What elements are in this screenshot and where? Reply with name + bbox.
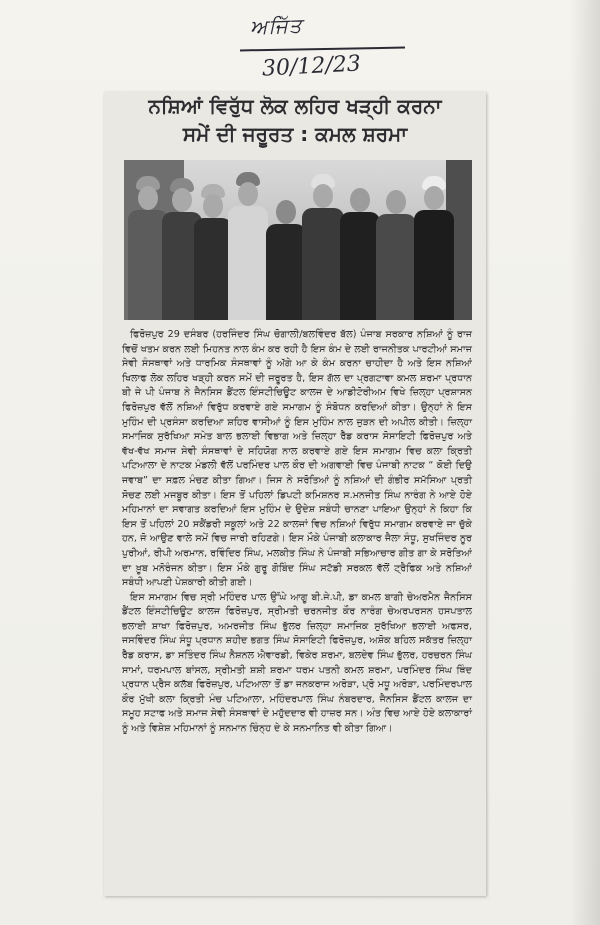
article-paragraph: ਇਸ ਸਮਾਗਮ ਵਿਚ ਸ੍ਰੀ ਮਹਿੰਦਰ ਪਾਲ ਉੱਘੇ ਆਗੂ ਬੀ.ਜੇ.ਪੀ, ਡਾ ਕਮਲ ਬਾਗੀ ਚੇਅਰਮੈਨ ਜੈਨਸਿਸ ਡੈਂਟਲ ਇੰਸਟੀਚਿਊਟ ਕਾਲਜ ਫਿਰੋਜ਼ਪੁਰ, ਸ੍ਰੀਮਤੀ ਚਰਨਜੀਤ ਕੌਰ ਨਾਰੰਗ ਚੇਅਰਪਰਸਨ ਹਸਪਤਾਲ ਭਲਾਈ ਸ਼ਾਖਾ ਫਿਰੋਜ਼ਪੁਰ, ਅਮਰਜੀਤ ਸਿੰਘ ਭੁੱਲਰ ਜ਼ਿਲ੍ਹਾ ਸਮਾਜਿਕ ਸੁਰੱਖਿਆ ਭਲਾਈ ਅਫਸਰ, ਜਸਵਿੰਦਰ ਸਿੰਘ ਸੰਧੂ ਪ੍ਰਧਾਨ ਸ਼ਹੀਦ ਭਗਤ ਸਿੰਘ ਸੋਸਾਇਟੀ ਫਿਰੋਜ਼ਪੁਰ, ਅਸ਼ੋਕ ਬਹਿਲ ਸਕੱਤਰ ਜ਼ਿਲ੍ਹਾ ਰੈੱਡ ਕਰਾਸ, ਡਾ ਸਤਿੰਦਰ ਸਿੰਘ ਨੈਸ਼ਨਲ ਐਵਾਰਡੀ, ਵਿਕੇਰ ਸ਼ਰਮਾ, ਬਲਦੇਵ ਸਿੰਘ ਭੁੱਲਰ, ਹਰਚਰਨ ਸਿੰਘ ਸਾਮਾਂ, ਧਰਮਪਾਲ ਬਾਂਸਲ, ਸ੍ਰੀਮਤੀ ਸ਼ਸ਼ੀ ਸ਼ਰਮਾ ਧਰਮ ਪਤਨੀ ਕਮਲ ਸ਼ਰਮਾ, ਪਰਮਿੰਦਰ ਸਿੰਘ ਥਿੰਦ ਪ੍ਰਧਾਨ ਪ੍ਰੈਸ ਕਲੱਬ ਫਿਰੋਜ਼ਪੁਰ, ਪਟਿਆਲਾ ਤੋਂ ਡਾ ਜਨਕਰਾਜ ਅਰੋੜਾ, ਪ੍ਰੋ ਮਧੂ ਅਰੋੜਾ, ਪਰਮਿੰਦਰਪਾਲ ਕੌਰ ਮੁੱਖੀ ਕਲਾ ਕ੍ਰਿਤੀ ਮੰਚ ਪਟਿਆਲਾ, ਮਹਿੰਦਰਪਾਲ ਸਿੰਘ ਨੰਬਰਦਾਰ, ਜੈਨਸਿਸ ਡੈਂਟਲ ਕਾਲਜ ਦਾ ਸਮੂਹ ਸਟਾਫ ਅਤੇ ਸਮਾਜ ਸੇਵੀ ਸੰਸਥਾਵਾਂ ਦੇ ਮਹੁੱਦਦਾਰ ਵੀ ਹਾਜ਼ਰ ਸਨ। ਅੰਤ ਵਿਚ ਆਏ ਹੋਏ ਕਲਾਕਾਰਾਂ ਨੂੰ ਅਤੇ ਵਿਸ਼ੇਸ਼ ਮਹਿਮਾਨਾਂ ਨੂੰ ਸਨਮਾਨ ਚਿੰਨ੍ਹ ਦੇ ਕੇ ਸਨਮਾਨਿਤ ਵੀ ਕੀਤਾ ਗਿਆ। <box>122 591 472 735</box>
newspaper-clipping <box>104 92 486 896</box>
article-headline <box>114 92 476 148</box>
page-shadow <box>570 0 600 925</box>
handwritten-date: 30/12/23 <box>261 51 362 82</box>
photo-person <box>302 170 344 320</box>
handwritten-underline <box>240 47 405 52</box>
photo-person <box>376 174 416 320</box>
photo-person <box>414 170 454 320</box>
photo-person <box>340 174 380 320</box>
photo-person <box>194 180 232 320</box>
article-photo <box>124 160 472 320</box>
handwritten-annotation <box>240 14 410 84</box>
article-paragraph: ਫਿਰੋਜ਼ਪੁਰ 29 ਦਸੰਬਰ (ਹਰਜਿੰਦਰ ਸਿੰਘ ਚੋਗਾਲੀ/ਬਲਵਿੰਦਰ ਬੱਲ) ਪੰਜਾਬ ਸਰਕਾਰ ਨਸ਼ਿਆਂ ਨੂੰ ਰਾਜ ਵਿਚੋਂ ਖਤਮ ਕਰਨ ਲਈ ਮਿਹਨਤ ਨਾਲ ਕੰਮ ਕਰ ਰਹੀ ਹੈ ਇਸ ਕੰਮ ਦੇ ਲਈ ਰਾਜਨੀਤਕ ਪਾਰਟੀਆਂ ਸਮਾਜ ਸੇਵੀ ਸੰਸਥਾਵਾਂ ਅਤੇ ਧਾਰਮਿਕ ਸੰਸਥਾਵਾਂ ਨੂੰ ਅੱਗੇ ਆ ਕੇ ਕੰਮ ਕਰਨਾ ਚਾਹੀਦਾ ਹੈ ਅਤੇ ਇਸ ਨਸ਼ਿਆਂ ਖਿਲਾਫ ਲੋਕ ਲਹਿਰ ਖੜ੍ਹੀ ਕਰਨ ਸਮੇਂ ਦੀ ਜਰੂਰਤ ਹੈ, ਇਸ ਗੱਲ ਦਾ ਪ੍ਰਗਟਾਵਾ ਕਮਲ ਸ਼ਰਮਾ ਪ੍ਰਧਾਨ ਬੀ ਜੇ ਪੀ ਪੰਜਾਬ ਨੇ ਜੈਨਸਿਸ ਡੈਂਟਲ ਇੰਸਟੀਚਿਊਟ ਕਾਲਜ ਦੇ ਆਡੀਟੋਰੀਅਮ ਵਿਖੇ ਜ਼ਿਲ੍ਹਾ ਪ੍ਰਸ਼ਾਸਨ ਫਿਰੋਜ਼ਪੁਰ ਵੱਲੋਂ ਨਸ਼ਿਆਂ ਵਿਰੁੱਧ ਕਰਵਾਏ ਗਏ ਸਮਾਗਮ ਨੂੰ ਸੰਬੋਧਨ ਕਰਦਿਆਂ ਕੀਤਾ। ਉਨ੍ਹਾਂ ਨੇ ਇਸ ਮੁਹਿੰਮ ਦੀ ਪ੍ਰਸੰਸਾ ਕਰਦਿਆ ਸ਼ਹਿਰ ਵਾਸੀਆਂ ਨੂੰ ਇਸ ਮੁਹਿੰਮ ਨਾਲ ਜੁੜਨ ਦੀ ਅਪੀਲ ਕੀਤੀ। ਜ਼ਿਲ੍ਹਾ ਸਮਾਜਿਕ ਸੁਰੱਖਿਆ ਸਮੇਤ ਬਾਲ ਭਲਾਈ ਵਿਭਾਗ ਅਤੇ ਜ਼ਿਲ੍ਹਾ ਰੈੱਡ ਕਰਾਸ ਸੋਸਾਇਟੀ ਫਿਰੋਜ਼ਪੁਰ ਅਤੇ ਵੱਖ-ਵੱਖ ਸਮਾਜ ਸੇਵੀ ਸੰਸਥਾਵਾਂ ਦੇ ਸਹਿਯੋਗ ਨਾਲ ਕਰਵਾਏ ਗਏ ਇਸ ਸਮਾਗਮ ਵਿਚ ਕਲਾ ਕ੍ਰਿਤੀ ਪਟਿਆਲਾ ਦੇ ਨਾਟਕ ਮੰਡਲੀ ਵੱਲੋਂ ਪਰਮਿੰਦਰ ਪਾਲ ਕੌਰ ਦੀ ਅਗਵਾਈ ਵਿਚ ਪੰਜਾਬੀ ਨਾਟਕ “ ਕੋਈ ਦਿਉ ਜਵਾਬ” ਦਾ ਸਫ਼ਲ ਮੰਚਣ ਕੀਤਾ ਗਿਆ। ਜਿਸ ਨੇ ਸਰੋਤਿਆਂ ਨੂੰ ਨਸ਼ਿਆਂ ਦੀ ਗੰਭੀਰ ਸਮੱਸਿਆ ਪ੍ਰਤੀ ਸੋਚਣ ਲਈ ਮਜਬੂਰ ਕੀਤਾ। ਇਸ ਤੋਂ ਪਹਿਲਾਂ ਡਿਪਟੀ ਕਮਿਸ਼ਨਰ ਸ.ਮਨਜੀਤ ਸਿੰਘ ਨਾਰੰਗ ਨੇ ਆਏ ਹੋਏ ਮਹਿਮਾਨਾਂ ਦਾ ਸਵਾਗਤ ਕਰਦਿਆਂ ਇਸ ਮੁਹਿੰਮ ਦੇ ਉਦੇਸ਼ ਸਬੰਧੀ ਚਾਨਣਾ ਪਾਇਆ ਉਨ੍ਹਾਂ ਨੇ ਕਿਹਾ ਕਿ ਇਸ ਤੋਂ ਪਹਿਲਾਂ 20 ਸਕੈਂਡਰੀ ਸਕੂਲਾਂ ਅਤੇ 22 ਕਾਲਜਾਂ ਵਿਚ ਨਸ਼ਿਆਂ ਵਿਰੁੱਧ ਸਮਾਗਮ ਕਰਵਾਏ ਜਾ ਚੁੱਕੇ ਹਨ, ਜੋ ਆਉਣ ਵਾਲੇ ਸਮੇਂ ਵਿਚ ਜਾਰੀ ਰਹਿਣਗੇ। ਇਸ ਮੌਕੇ ਪੰਜਾਬੀ ਕਲਾਕਾਰ ਜੈਲਾ ਸੰਧੂ, ਸੁਖਜਿੰਦਰ ਨੂਰ ਪੁਰੀਆਂ, ਰੀਪੀ ਅਰਮਾਨ, ਰਵਿੰਦਿਰ ਸਿੰਘ, ਮਲਕੀਤ ਸਿੰਘ ਨੇ ਪੰਜਾਬੀ ਸਭਿਆਚਾਰ ਗੀਤ ਗਾ ਕੇ ਸਰੋਤਿਆਂ ਦਾ ਖ਼ੂਬ ਮਨੋਰੰਜਨ ਕੀਤਾ। ਇਸ ਮੌਕੇ ਗੁਰੂ ਗੋਬਿੰਦ ਸਿੰਘ ਸਟੱਡੀ ਸਰਕਲ ਵੱਲੋਂ ਟ੍ਰੈਫਿਕ ਅਤੇ ਨਸ਼ਿਆਂ ਸਬੰਧੀ ਆਪਣੀ ਪੇਸ਼ਕਾਰੀ ਕੀਤੀ ਗਈ। <box>122 329 472 589</box>
photo-person <box>266 182 306 320</box>
headline-line-1: ਨਸ਼ਿਆਂ ਵਿਰੁੱਧ ਲੋਕ ਲਹਿਰ ਖੜ੍ਹੀ ਕਰਨਾ <box>148 94 442 118</box>
photo-person <box>228 170 268 320</box>
article-body <box>122 328 472 737</box>
headline-line-2: ਸਮੇਂ ਦੀ ਜਰੂਰਤ : ਕਮਲ ਸ਼ਰਮਾ <box>182 122 408 146</box>
handwritten-newspaper-name: ਅਜਿੱਤ <box>249 13 303 39</box>
